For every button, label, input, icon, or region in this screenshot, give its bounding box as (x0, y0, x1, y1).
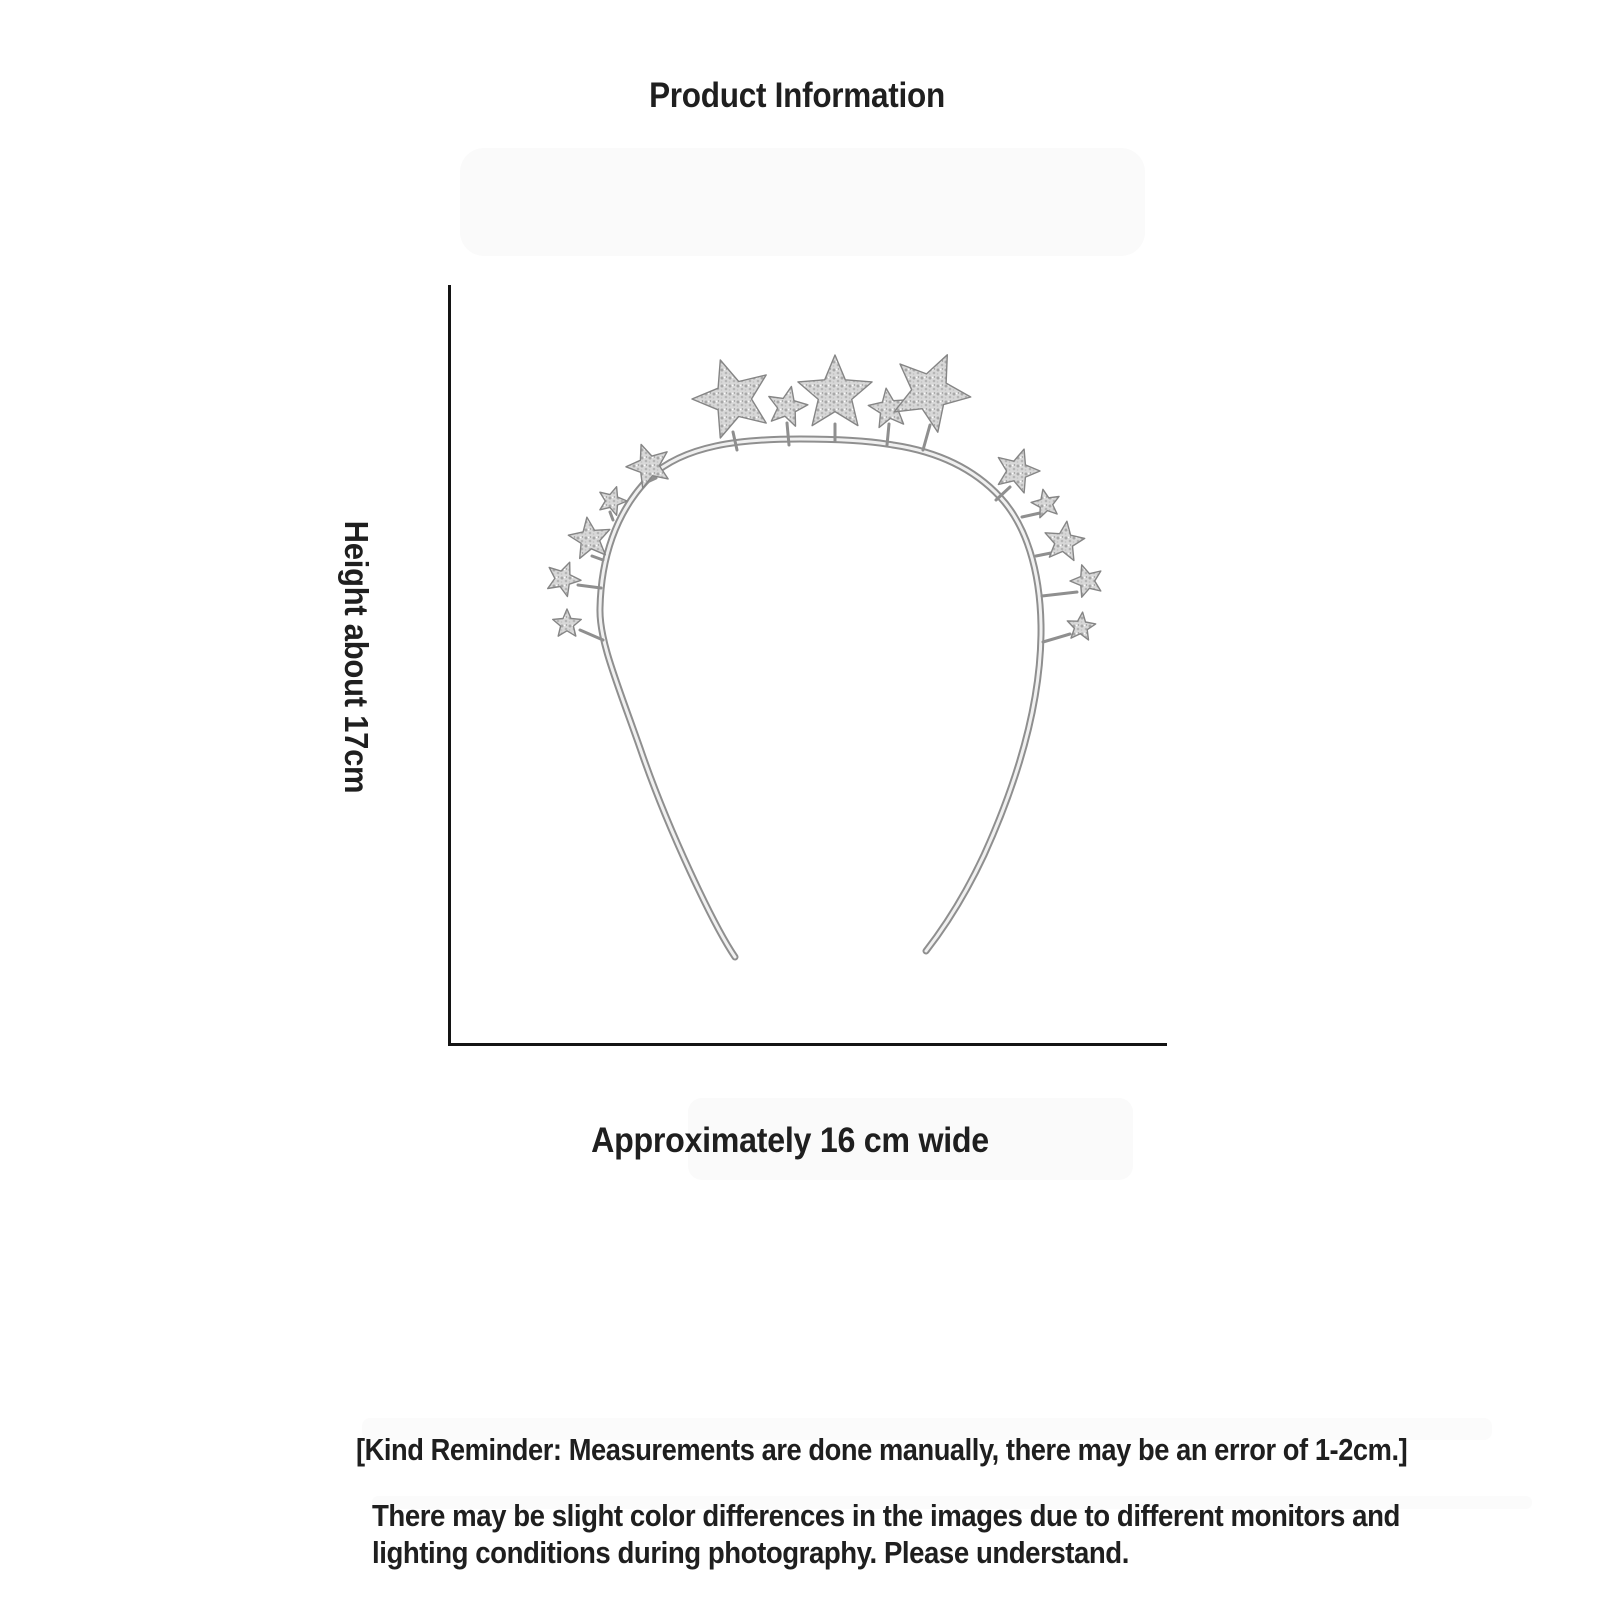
star-shape (1067, 612, 1095, 640)
star-shape (548, 562, 581, 596)
star-shape (998, 449, 1040, 493)
width-measurement-label: Approximately 16 cm wide (591, 1121, 989, 1160)
page-title: Product Information (649, 76, 945, 115)
height-measurement-label: Height about 17cm (338, 520, 375, 794)
disclaimer-line-1: There may be slight color differences in the images due to different monitors and (372, 1498, 1400, 1533)
star-shape (1045, 521, 1085, 560)
color-disclaimer-text (372, 1497, 1400, 1571)
star-shape (798, 355, 872, 426)
star-shape (553, 609, 582, 636)
star-shape (568, 517, 610, 558)
star-shape (769, 387, 808, 427)
star-shape (894, 355, 971, 432)
headband-band (600, 439, 1041, 957)
disclaimer-line-2: lighting conditions during photography. Please understand. (372, 1535, 1129, 1570)
kind-reminder-text: [Kind Reminder: Measurements are done manually, there may be an error of 1-2cm.] (356, 1432, 1408, 1467)
headband-illustration (548, 355, 1101, 957)
star-shape (692, 360, 766, 438)
